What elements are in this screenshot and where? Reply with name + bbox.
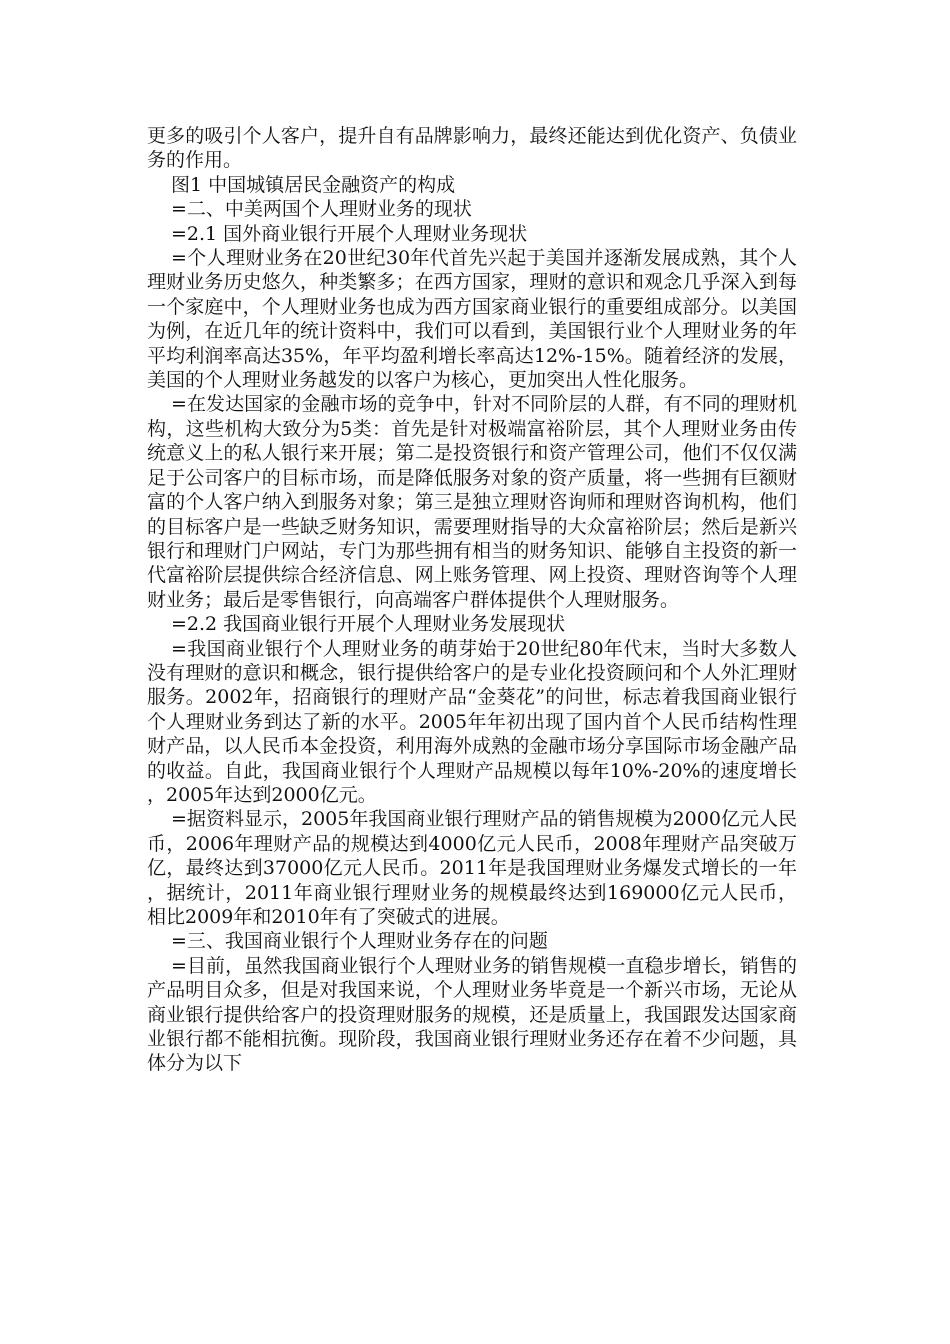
section-heading-3: =三、我国商业银行个人理财业务存在的问题 <box>171 930 548 953</box>
subsection-heading-2-1: =2.1 国外商业银行开展个人理财业务现状 <box>171 222 528 245</box>
paragraph-problems-intro: =目前，虽然我国商业银行个人理财业务的销售规模一直稳步增长，销售的产品明目众多，但是对我国来说，个人理财业务毕竟是一个新兴市场，无论从商业银行提供给客户的投资理财服务的规模，还是质量上，我国跟发达国家商业银行都不能相抗衡。现阶段，我国商业银行理财业务还存在着不少问题，具体分为以下 <box>147 954 797 1075</box>
subsection-heading-2-2: =2.2 我国商业银行开展个人理财业务发展现状 <box>171 613 566 636</box>
paragraph-china-origin: =我国商业银行个人理财业务的萌芽始于20世纪80年代末，当时大多数人没有理财的意识和概念，银行提供给客户的是专业化投资顾问和个人外汇理财服务。2002年，招商银行的理财产品“金葵花”的问世，标志着我国商业银行个人理财业务到达了新的水平。2005年年初出现了国内首个人民币结构性理财产品，以人民币本金投资，利用海外成熟的金融市场分享国际市场金融产品的收益。自此，我国商业银行个人理财产品规模以每年10%-20%的速度增长，2005年达到2000亿元。 <box>147 637 797 806</box>
document-body <box>147 124 797 1076</box>
section-heading-2: =二、中美两国个人理财业务的现状 <box>171 198 472 221</box>
paragraph-intro-continuation: 更多的吸引个人客户，提升自有品牌影响力，最终还能达到优化资产、负债业务的作用。 <box>147 125 797 172</box>
paragraph-us-history: =个人理财业务在20世纪30年代首先兴起于美国并逐渐发展成熟，其个人理财业务历史悠久，种类繁多；在西方国家，理财的意识和观念几乎深入到每一个家庭中，个人理财业务也成为西方国家商业银行的重要组成部分。以美国为例，在近几年的统计资料中，我们可以看到，美国银行业个人理财业务的年平均利润率高达35%，年平均盈利增长率高达12%-15%。随着经济的发展，美国的个人理财业务越发的以客户为核心，更加突出人性化服务。 <box>147 247 797 392</box>
paragraph-developed-markets: =在发达国家的金融市场的竞争中，针对不同阶层的人群，有不同的理财机构，这些机构大致分为5类：首先是针对极端富裕阶层，其个人理财业务由传统意义上的私人银行来开展；第二是投资银行和资产管理公司，他们不仅仅满足于公司客户的目标市场，而是降低服务对象的资产质量，将一些拥有巨额财富的个人客户纳入到服务对象；第三是独立理财咨询师和理财咨询机构，他们的目标客户是一些缺乏财务知识，需要理财指导的大众富裕阶层；然后是新兴银行和理财门户网站，专门为那些拥有相当的财务知识、能够自主投资的新一代富裕阶层提供综合经济信息、网上账务管理、网上投资、理财咨询等个人理财业务；最后是零售银行，向高端客户群体提供个人理财服务。 <box>147 393 797 611</box>
figure-caption: 图1 中国城镇居民金融资产的构成 <box>171 173 456 196</box>
paragraph-china-scale: =据资料显示，2005年我国商业银行理财产品的销售规模为2000亿元人民币，2006年理财产品的规模达到4000亿元人民币，2008年理财产品突破万亿，最终达到37000亿元人民币。2011年是我国理财业务爆发式增长的一年，据统计，2011年商业银行理财业务的规模最终达到169000亿元人民币，相比2009年和2010年有了突破式的进展。 <box>147 808 797 928</box>
